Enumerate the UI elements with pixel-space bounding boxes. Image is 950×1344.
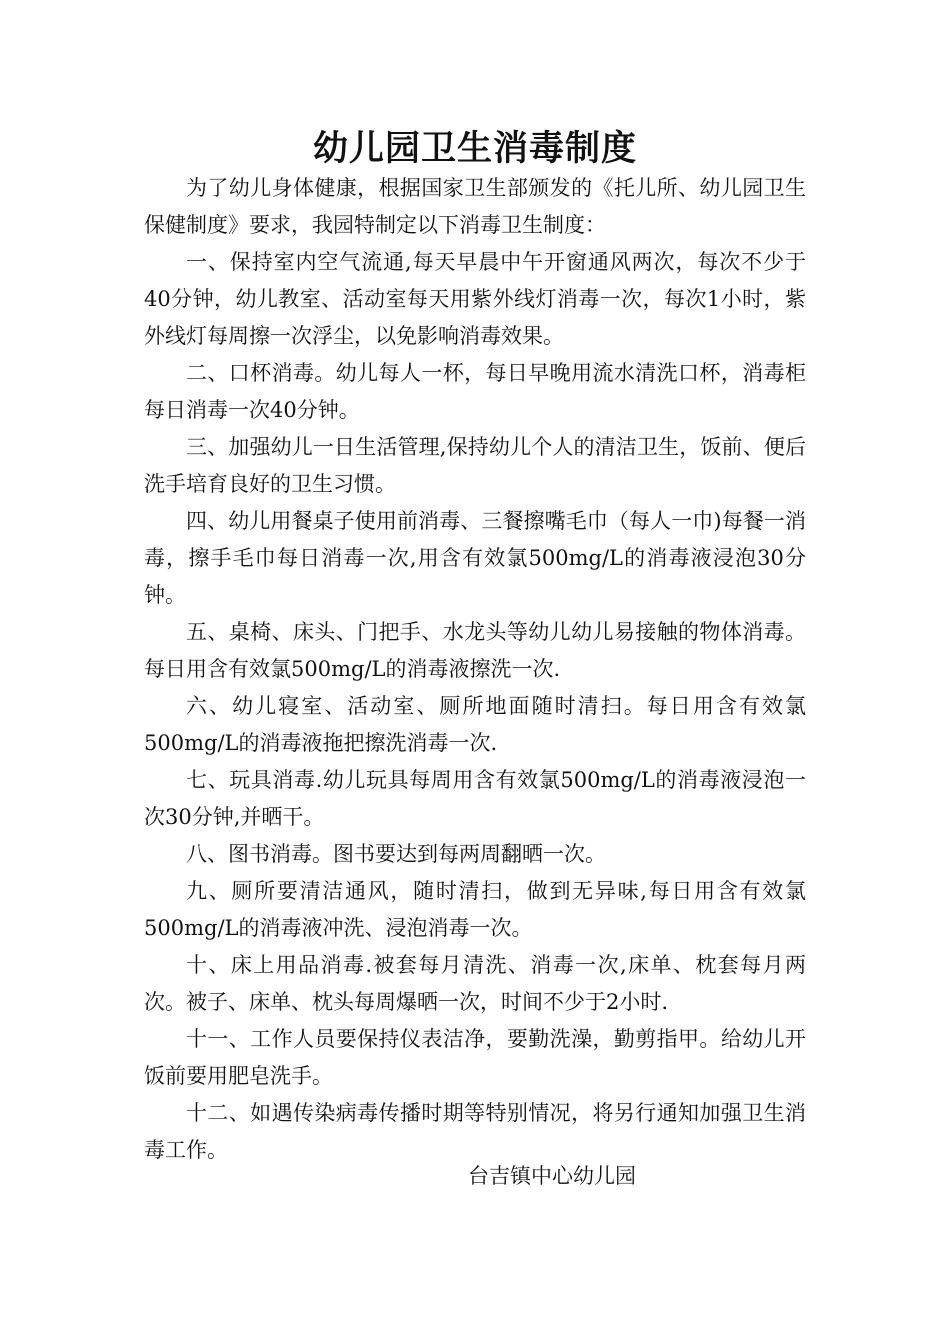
document-title: 幼儿园卫生消毒制度 — [312, 129, 637, 169]
rule-item-6: 六、幼儿寝室、活动室、厕所地面随时清扫。每日用含有效氯500mg/L的消毒液拖把擦洗消毒一次. — [144, 694, 806, 755]
rule-item-8: 八、图书消毒。图书要达到每两周翻晒一次。 — [186, 842, 606, 866]
rule-item-5: 五、桌椅、床头、门把手、水龙头等幼儿幼儿易接触的物体消毒。每日用含有效氯500mg/L的消毒液擦洗一次. — [144, 620, 806, 681]
intro-paragraph: 为了幼儿身体健康，根据国家卫生部颁发的《托儿所、幼儿园卫生保健制度》要求，我园特制定以下消毒卫生制度： — [144, 176, 806, 237]
rule-item-4: 四、幼儿用餐桌子使用前消毒、三餐擦嘴毛巾（每人一巾)每餐一消毒，擦手毛巾每日消毒一次,用含有效氯500mg/L的消毒液浸泡30分钟。 — [144, 509, 806, 607]
rule-item-1: 一、保持室内空气流通,每天早晨中午开窗通风两次，每次不少于40分钟，幼儿教室、活动室每天用紫外线灯消毒一次，每次1小时，紫外线灯每周擦一次浮尘，以免影响消毒效果。 — [144, 250, 806, 348]
document-body — [144, 170, 806, 1169]
rule-item-10: 十、床上用品消毒.被套每月清洗、消毒一次,床单、枕套每月两次。被子、床单、枕头每周爆晒一次，时间不少于2小时. — [144, 953, 806, 1014]
rule-item-12: 十二、如遇传染病毒传播时期等特别情况，将另行通知加强卫生消毒工作。 — [144, 1101, 806, 1162]
rule-item-2: 二、口杯消毒。幼儿每人一杯，每日早晚用流水清洗口杯，消毒柜每日消毒一次40分钟。 — [144, 361, 806, 422]
rule-item-9: 九、厕所要清洁通风，随时清扫，做到无异味,每日用含有效氯500mg/L的消毒液冲洗、浸泡消毒一次。 — [144, 879, 806, 940]
rule-item-3: 三、加强幼儿一日生活管理,保持幼儿个人的清洁卫生，饭前、便后洗手培育良好的卫生习惯。 — [144, 435, 806, 496]
rule-item-7: 七、玩具消毒.幼儿玩具每周用含有效氯500mg/L的消毒液浸泡一次30分钟,并晒干。 — [144, 768, 806, 829]
rule-item-11: 十一、工作人员要保持仪表洁净，要勤洗澡，勤剪指甲。给幼儿开饭前要用肥皂洗手。 — [144, 1027, 806, 1088]
signature: 台吉镇中心幼儿园 — [468, 1164, 636, 1188]
